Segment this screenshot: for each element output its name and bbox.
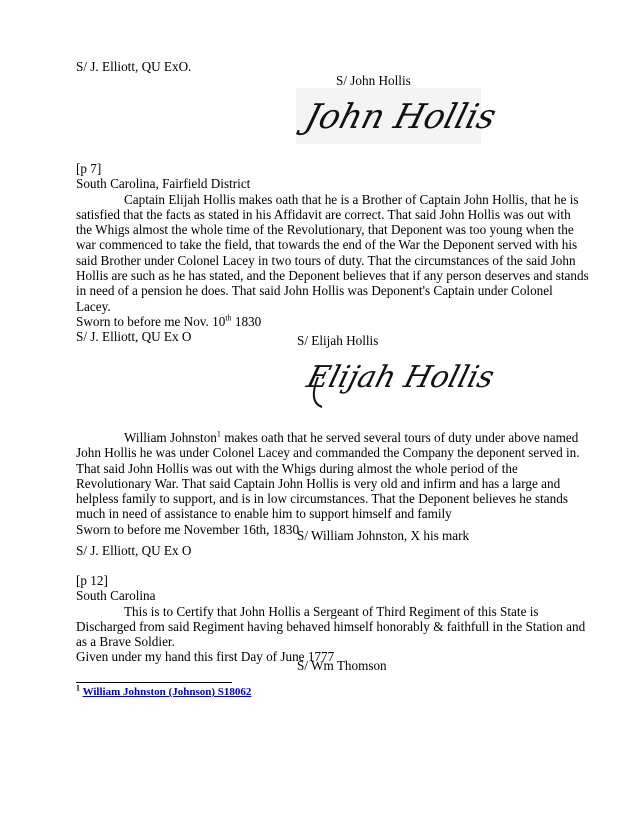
page-ref: [p 12]	[76, 573, 108, 588]
sworn-year: 1830	[231, 313, 262, 329]
text-line: John Hollis he was under Colonel Lacey and commanded the Company the deponent served in.	[76, 445, 580, 461]
attestation: S/ J. Elliott, QU ExO.	[76, 59, 192, 74]
text-line: as a Brave Soldier.	[76, 634, 175, 650]
elijah-hollis-signature-image	[298, 347, 498, 411]
text-line: the Whigs almost the whole time of the Revolutionary, that Deponent was too young when the	[76, 222, 574, 238]
page-ref: [p 7]	[76, 161, 102, 176]
text: makes oath that he served several tours of duty under above named	[220, 430, 579, 445]
footnote-divider	[76, 682, 232, 683]
signature-line: S/ Wm Thomson	[297, 658, 387, 673]
text-line: This is to Certify that John Hollis a Sergeant of Third Regiment of this State is	[124, 603, 539, 619]
text-line: Revolutionary War. That said Captain John Hollis is very old and infirm and has a large and	[76, 475, 561, 491]
text-line: Discharged from said Regiment having behaved himself honorably & faithfull in the Station and	[76, 618, 586, 634]
p12-section	[76, 573, 585, 665]
john-hollis-signature-image	[296, 88, 501, 144]
text-line: helpless family to support, and is in low circumstances. That the Deponent believes he stands	[76, 491, 568, 507]
sworn-line: Sworn to before me November 16th, 1830	[76, 521, 300, 537]
text-line: in need of a pension he does. That said John Hollis was Deponent's Captain under Colonel	[76, 283, 553, 299]
sworn-text: Sworn to before me Nov. 10	[76, 313, 226, 329]
text-line: said Brother under Colonel Lacey in two tours of duty. That the circumstances of the said John	[76, 252, 576, 268]
place: South Carolina, Fairfield District	[76, 176, 251, 192]
signature-line: S/ John Hollis	[336, 73, 411, 88]
text-line: Lacey.	[76, 298, 111, 314]
footnote-ref[interactable]: 1	[216, 429, 221, 439]
signature-line: S/ Elijah Hollis	[297, 333, 379, 348]
svg-text:John Hollis: John Hollis	[300, 97, 501, 137]
text-line: That said John Hollis was out with the Whigs during almost the whole period of the	[76, 460, 518, 476]
text-line: war commenced to take the field, that towards the end of the War the Deponent served with his	[76, 237, 578, 253]
place: South Carolina	[76, 588, 156, 604]
text-line	[76, 430, 580, 445]
text-line: Captain Elijah Hollis makes oath that he is a Brother of Captain John Hollis, that he is	[124, 191, 579, 207]
johnston-section	[76, 430, 580, 537]
text-line: satisfied that the facts as stated in his Affidavit are correct. That said John Hollis was out with	[76, 206, 571, 222]
attestation: S/ J. Elliott, QU Ex O	[76, 543, 192, 558]
text-line: Given under my hand this first Day of June 1777	[76, 649, 335, 665]
superscript: th	[225, 313, 232, 323]
text-line: Hollis are such as he has stated, and the Deponent believes that if any person deserves and stands	[76, 268, 589, 284]
footnote-number: 1	[76, 683, 80, 693]
svg-text:Elijah Hollis: Elijah Hollis	[303, 360, 498, 395]
p7-section	[76, 161, 589, 345]
sworn-line	[76, 314, 589, 329]
attestation: S/ J. Elliott, QU Ex O	[76, 329, 192, 345]
footnote-link[interactable]: William Johnston (Johnson) S18062	[82, 686, 252, 698]
footnote	[76, 683, 252, 698]
name: William Johnston	[124, 430, 217, 445]
text-line: much in need of assistance to enable him to support himself and family	[76, 506, 452, 522]
signature-line: S/ William Johnston, X his mark	[297, 528, 470, 543]
